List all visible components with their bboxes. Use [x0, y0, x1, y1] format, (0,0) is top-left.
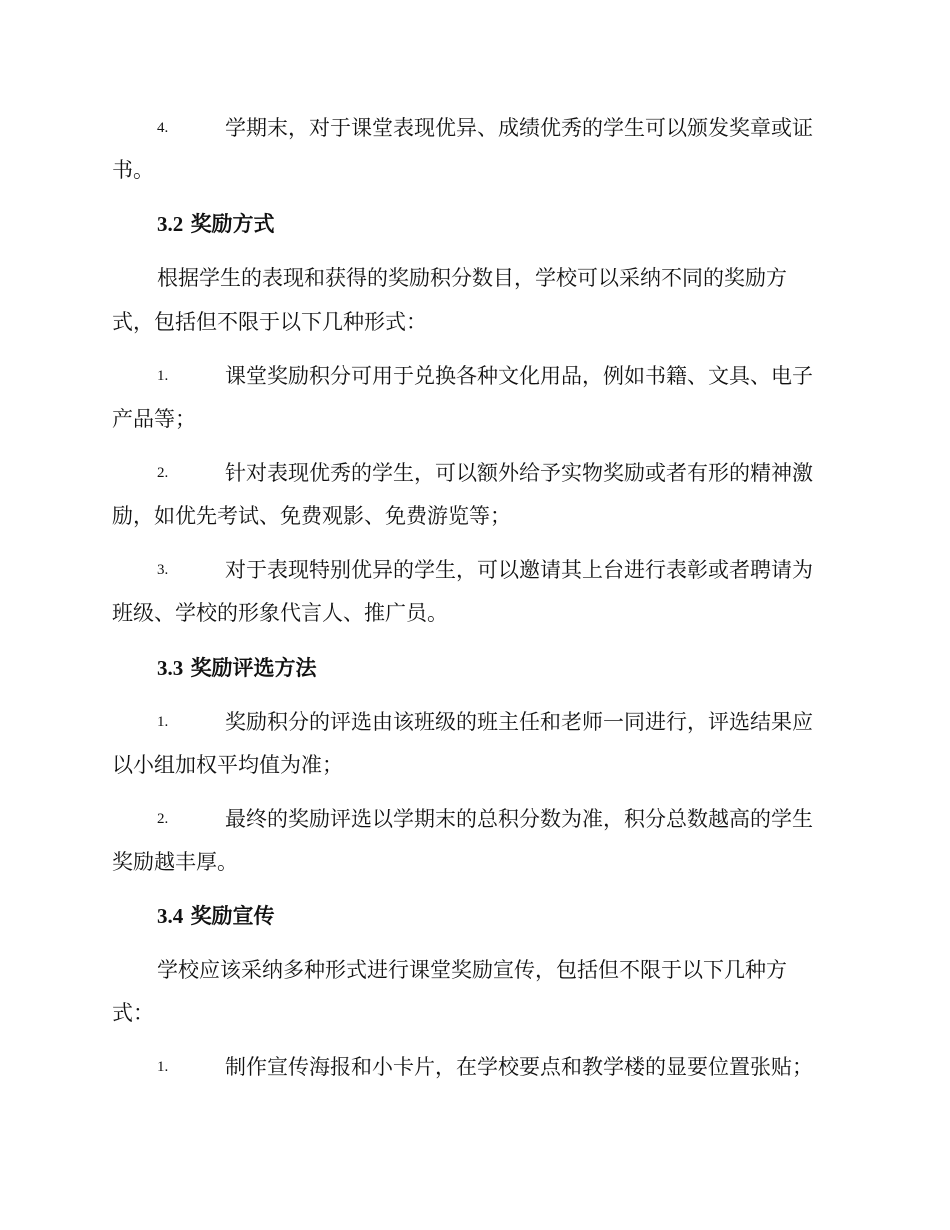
- section-title: 奖励评选方法: [190, 655, 317, 680]
- section-title: 奖励方式: [190, 211, 275, 236]
- section-number: 3.3: [157, 656, 184, 680]
- list-item-text-line1: 制作宣传海报和小卡片，在学校要点和教学楼的显要位置张贴；: [225, 1055, 813, 1079]
- list-item-text-line1: 针对表现优秀的学生，可以额外给予实物奖励或者有形的精神激: [225, 461, 813, 485]
- paragraph-line1: 学校应该采纳多种形式进行课堂奖励宣传，包括但不限于以下几种方: [157, 958, 787, 982]
- paragraph-line1: 根据学生的表现和获得的奖励积分数目，学校可以采纳不同的奖励方: [157, 266, 787, 290]
- list-item-text-line2: 产品等；: [112, 407, 196, 431]
- section-heading-3-4: [157, 902, 275, 930]
- list-item-number: 1.: [157, 368, 169, 384]
- list-item-text-line1: 奖励积分的评选由该班级的班主任和老师一同进行，评选结果应: [225, 710, 813, 734]
- section-number: 3.4: [157, 904, 184, 928]
- paragraph-line2: 式，包括但不限于以下几种形式：: [112, 310, 427, 334]
- list-item-text-line2: 书。: [112, 158, 154, 182]
- list-item-number: 1.: [157, 714, 169, 730]
- list-item-number: 3.: [157, 562, 169, 578]
- list-item-text-line1: 最终的奖励评选以学期末的总积分数为准，积分总数越高的学生: [225, 807, 813, 831]
- list-item-text-line2: 奖励越丰厚。: [112, 850, 238, 874]
- section-heading-3-3: [157, 654, 317, 682]
- list-item-number: 1.: [157, 1059, 169, 1075]
- list-item-text-line2: 励，如优先考试、免费观影、免费游览等；: [112, 504, 511, 528]
- paragraph-line2: 式：: [112, 1001, 154, 1025]
- list-item-number: 2.: [157, 811, 169, 827]
- list-item-number: 2.: [157, 465, 169, 481]
- list-item-text-line2: 以小组加权平均值为准；: [112, 753, 343, 777]
- section-number: 3.2: [157, 212, 184, 236]
- list-item-number: 4.: [157, 120, 169, 136]
- list-item-text-line2: 班级、学校的形象代言人、推广员。: [112, 601, 448, 625]
- section-heading-3-2: [157, 210, 275, 238]
- section-title: 奖励宣传: [190, 903, 275, 928]
- list-item-text-line1: 学期末，对于课堂表现优异、成绩优秀的学生可以颁发奖章或证: [225, 116, 813, 140]
- list-item-text-line1: 对于表现特别优异的学生，可以邀请其上台进行表彰或者聘请为: [225, 558, 813, 582]
- list-item-text-line1: 课堂奖励积分可用于兑换各种文化用品，例如书籍、文具、电子: [225, 364, 813, 388]
